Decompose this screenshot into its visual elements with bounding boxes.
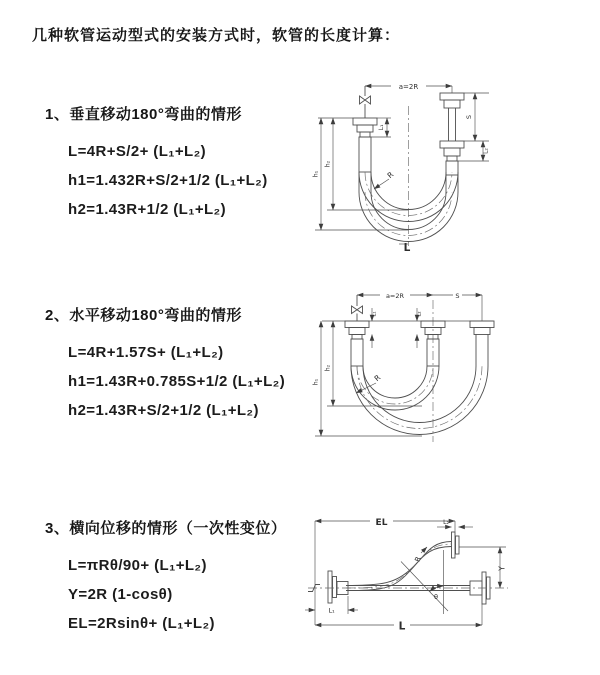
formula-h2: h2=1.43R+1/2 (L₁+L₂) [68,201,227,218]
dim-label-l2: L₂ [416,311,423,317]
d1-valve-icon [360,86,371,118]
page-title: 几种软管运动型式的安装方式时，软管的长度计算： [32,27,401,44]
d2-dim-h1 [313,321,423,436]
dim-label-s: S [455,291,460,300]
diagram-vertical-180-bend [310,72,600,260]
d1-radius-callout [374,170,395,189]
d2-left-fitting [345,321,369,366]
d2-dim-l2 [417,308,423,348]
formula-length: L=4R+1.57S+ (L₁+L₂) [68,344,224,361]
dim-label-r: R [372,372,383,384]
section-2-heading: 2、水平移动180°弯曲的情形 [45,307,242,324]
d1-dim-a2r [365,82,452,94]
formula-length: L=4R+S/2+ (L₁+L₂) [68,143,207,160]
section-2-formulas [68,338,285,425]
d1-left-fitting [353,118,377,172]
dim-label-l1: L₁ [371,311,378,317]
formula-length: L=πRθ/90+ (L₁+L₂) [68,557,207,574]
dim-label-l2: L₂ [443,519,449,526]
d2-dim-l1 [372,308,378,348]
d2-dim-h2 [325,321,423,406]
dim-label-a2r: a=2R [385,291,405,300]
d3-dim-l [315,604,482,633]
dim-label-l1: L₁ [328,606,335,615]
dim-label-h1: h₁ [312,378,320,386]
d1-right-fitting [440,93,464,175]
section-3-formulas [68,551,286,638]
formula-h1: h1=1.432R+S/2+1/2 (L₁+L₂) [68,172,268,189]
dim-label-h2: h₂ [324,160,332,168]
formula-y: Y=2R (1-cosθ) [68,586,173,603]
dim-label-s: S [465,114,473,120]
section-1-formulas [68,137,268,224]
section-lateral-displacement [45,517,286,638]
dim-label-el: EL [375,517,388,528]
d2-valve-icon [352,295,363,321]
formula-h1: h1=1.43R+0.785S+1/2 (L₁+L₂) [68,373,286,390]
dim-label-theta: θ [434,593,438,601]
dim-label-l1: L₁ [378,124,385,131]
formula-el: EL=2Rsinθ+ (L₁+L₂) [68,615,215,632]
section-horizontal-movement [45,304,285,425]
d3-dim-y [459,547,507,588]
d1-dim-s [464,93,489,141]
dim-label-r: R [385,169,396,181]
dim-label-r: R [413,555,423,563]
d2-radius-callout [356,373,382,393]
d3-hose-curve [346,542,452,591]
dim-label-y: Y [497,566,507,571]
dim-label-l: L [403,242,411,254]
dim-label-h2: h₂ [324,364,332,372]
formula-h2: h2=1.43R+S/2+1/2 (L₁+L₂) [68,402,259,419]
dim-label-l2: L₂ [482,148,490,154]
dim-label-h1: h₁ [312,170,320,178]
d2-right-fitting [470,321,494,366]
d3-angle-theta [401,550,448,614]
section-1-heading: 1、垂直移动180°弯曲的情形 [45,106,242,123]
d3-left-flange [328,571,348,603]
d3-dim-l1 [305,596,358,614]
d1-dim-l1 [318,118,391,137]
section-3-heading: 3、横向位移的情形（一次性变位） [45,520,287,537]
diagram-lateral-displacement [300,502,600,650]
d3-upper-flange [452,532,460,558]
d1-dim-l2 [458,141,490,161]
section-vertical-movement [45,103,268,224]
dim-label-l: L [398,620,406,633]
diagram-horizontal-180-bend [310,282,600,460]
dim-label-a2r: a=2R [398,83,419,91]
d1-length-label [399,242,411,254]
